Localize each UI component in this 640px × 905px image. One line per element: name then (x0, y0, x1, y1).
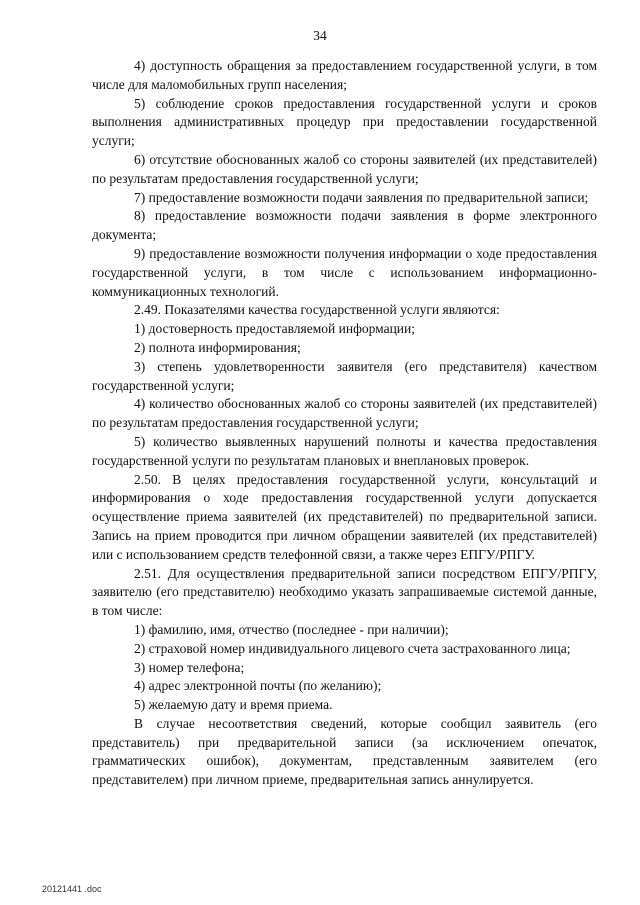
paragraph: 1) достоверность предоставляемой информации; (134, 321, 415, 337)
paragraph: 3) номер телефона; (134, 659, 245, 675)
paragraph: 6) отсутствие обоснованных жалоб со стороны заявителей (их представителей) по результатам предоставления государственной услуги; (92, 151, 597, 186)
paragraph: 5) соблюдение сроков предоставления государственной услуги и сроков выполнения административных процедур при предоставлении государственной услуги; (92, 95, 597, 149)
paragraph: 4) доступность обращения за предоставлением государственной услуги, в том числе для маломобильных групп населения; (92, 58, 597, 92)
paragraph: 8) предоставление возможности подачи заявления в форме электронного документа; (92, 208, 597, 243)
section-2-50: 2.50. В целях предоставления государственной услуги, консультаций и информирования о ходе предоставления государственной услуги допускается осуществление приема заявителей (их представителей) по предварительной записи. Запись на прием проводится при личном обращении заявителей (их представителей) или с использованием средств телефонной связи, а также через ЕПГУ/РПГУ. (92, 471, 597, 562)
paragraph: 4) адрес электронной почты (по желанию); (134, 678, 382, 694)
paragraph: 2) страховой номер индивидуального лицевого счета застрахованного лица; (134, 640, 571, 656)
page-number: 34 (313, 28, 327, 43)
paragraph: 7) предоставление возможности подачи заявления по предварительной записи; (134, 189, 589, 205)
document-body (92, 57, 597, 790)
section-heading-2-49: 2.49. Показателями качества государственной услуги являются: (134, 302, 500, 318)
paragraph: 1) фамилию, имя, отчество (последнее - при наличии); (134, 621, 449, 637)
section-2-51: 2.51. Для осуществления предварительной записи посредством ЕПГУ/РПГУ, заявителю (его представителю) необходимо указать запрашиваемые системой данные, в том числе: (92, 565, 597, 619)
paragraph: 3) степень удовлетворенности заявителя (его представителя) качеством государственной услуги; (92, 358, 597, 393)
paragraph: В случае несоответствия сведений, которые сообщил заявитель (его представитель) при предварительной записи (за исключением опечаток, грамматических ошибок), документам, представленным заявителем (его представителем) при личном приеме, предварительная запись аннулируется. (92, 715, 597, 788)
footer-filename: 20121441 .doc (42, 884, 102, 894)
paragraph: 9) предоставление возможности получения информации о ходе предоставления государственной услуги, в том числе с использованием информационно-коммуникационных технологий. (92, 245, 597, 299)
paragraph: 5) желаемую дату и время приема. (134, 697, 333, 713)
paragraph: 4) количество обоснованных жалоб со стороны заявителей (их представителей) по результатам предоставления государственной услуги; (92, 396, 597, 431)
paragraph: 2) полнота информирования; (134, 339, 301, 355)
paragraph: 5) количество выявленных нарушений полноты и качества предоставления государственной услуги по результатам плановых и внеплановых проверок. (92, 433, 597, 468)
